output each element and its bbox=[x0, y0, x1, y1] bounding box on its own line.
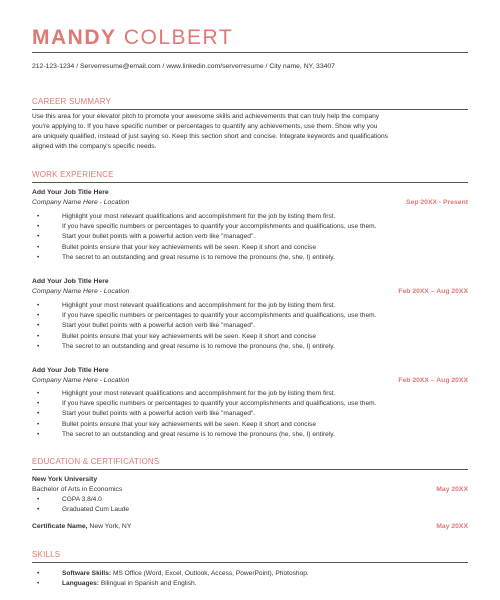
job-bullets bbox=[32, 301, 462, 352]
job-title: Add Your Job Title Here bbox=[32, 367, 109, 374]
list-item bbox=[32, 495, 462, 505]
section-divider-experience bbox=[32, 182, 468, 183]
job-date: Feb 20XX – Aug 20XX bbox=[398, 288, 468, 295]
bullet-text: Highlight your most relevant qualifications and accomplishment for the job by listing them first. bbox=[62, 302, 336, 309]
list-item bbox=[32, 420, 462, 430]
certificate-name: Certificate Name, bbox=[32, 523, 88, 530]
skill-value: Bilingual in Spanish and English. bbox=[99, 580, 197, 588]
bullet-text: Start your bullet points with a powerful action verb like "managed". bbox=[62, 410, 256, 418]
bullet-icon: • bbox=[37, 506, 40, 514]
list-item bbox=[32, 243, 462, 253]
bullet-icon: • bbox=[37, 496, 40, 503]
bullet-icon: • bbox=[37, 223, 40, 231]
degree: Bachelor of Arts in Economics bbox=[32, 486, 123, 493]
list-item bbox=[32, 311, 462, 321]
job-company: Company Name Here - Location bbox=[32, 377, 130, 384]
bullet-text: Highlight your most relevant qualifications and accomplishment for the job by listing them first. bbox=[62, 390, 336, 397]
summary-line: you're applying to. If you have specific number or percentages to quantify any achievements, use them. Show why you bbox=[32, 123, 378, 130]
list-item bbox=[32, 212, 462, 222]
section-divider-summary bbox=[32, 109, 468, 110]
bullet-icon: • bbox=[37, 390, 40, 397]
list-item bbox=[32, 579, 462, 589]
summary-line: Use this area for your elevator pitch to promote your awesome skills and achievements that can truly help the company bbox=[32, 113, 380, 120]
section-divider-education bbox=[32, 469, 468, 470]
bullet-icon: • bbox=[37, 410, 40, 418]
bullet-text: The secret to an outstanding and great resume is to remove the pronouns (he, she, I) entirely. bbox=[62, 430, 335, 438]
certificate-date: May 20XX bbox=[436, 523, 468, 530]
education-details bbox=[32, 495, 462, 515]
bullet-icon: • bbox=[37, 580, 40, 588]
bullet-text: Graduated Cum Laude bbox=[62, 506, 130, 514]
summary-paragraph bbox=[32, 112, 468, 152]
job-date: Feb 20XX – Aug 20XX bbox=[398, 377, 468, 384]
list-item bbox=[32, 253, 462, 263]
bullet-icon: • bbox=[37, 322, 40, 330]
list-item bbox=[32, 321, 462, 331]
list-item bbox=[32, 409, 462, 419]
bullet-text: Start your bullet points with a powerful action verb like "managed". bbox=[62, 233, 256, 241]
job-date: Sep 20XX - Present bbox=[406, 199, 468, 206]
bullet-text: If you have specific numbers or percentages to quantify your accomplishments and qualifications, use them. bbox=[62, 400, 377, 408]
first-name: MANDY bbox=[32, 26, 117, 49]
list-item bbox=[32, 430, 462, 440]
bullet-text: Start your bullet points with a powerful action verb like "managed". bbox=[62, 322, 256, 330]
bullet-text: Bullet points ensure that your key achievements will be seen. Keep it short and concise bbox=[62, 243, 317, 251]
candidate-name bbox=[32, 26, 233, 50]
summary-line: aligned with the company's specific needs. bbox=[32, 143, 157, 150]
list-item bbox=[32, 232, 462, 242]
job-bullets bbox=[32, 389, 462, 440]
job-title: Add Your Job Title Here bbox=[32, 278, 109, 285]
bullet-icon: • bbox=[37, 420, 40, 428]
section-title-education: EDUCATION & CERTIFICATIONS bbox=[32, 457, 160, 466]
list-item bbox=[32, 389, 462, 399]
bullet-text: If you have specific numbers or percentages to quantify your accomplishments and qualifications, use them. bbox=[62, 223, 377, 231]
bullet-text: If you have specific numbers or percentages to quantify your accomplishments and qualifications, use them. bbox=[62, 312, 377, 320]
bullet-text: The secret to an outstanding and great resume is to remove the pronouns (he, she, I) entirely. bbox=[62, 342, 335, 350]
bullet-icon: • bbox=[37, 233, 40, 241]
bullet-icon: • bbox=[37, 302, 40, 309]
list-item bbox=[32, 569, 462, 579]
bullet-icon: • bbox=[37, 430, 40, 438]
bullet-icon: • bbox=[37, 312, 40, 320]
section-title-experience: WORK EXPERIENCE bbox=[32, 170, 114, 179]
list-item bbox=[32, 332, 462, 342]
bullet-text: The secret to an outstanding and great resume is to remove the pronouns (he, she, I) entirely. bbox=[62, 253, 335, 261]
skill-value: MS Office (Word, Excel, Outlook, Access, PowerPoint), Photoshop. bbox=[111, 570, 309, 577]
job-company: Company Name Here - Location bbox=[32, 288, 130, 295]
skill-label: Software Skills: bbox=[62, 570, 112, 577]
bullet-icon: • bbox=[37, 332, 40, 340]
skills-list bbox=[32, 569, 462, 589]
bullet-icon: • bbox=[37, 213, 40, 220]
bullet-text: CGPA 3.8/4.0 bbox=[62, 496, 102, 503]
job-title: Add Your Job Title Here bbox=[32, 189, 109, 196]
list-item bbox=[32, 222, 462, 232]
list-item bbox=[32, 301, 462, 311]
job-company: Company Name Here - Location bbox=[32, 199, 130, 206]
header-divider bbox=[32, 52, 468, 53]
bullet-text: Bullet points ensure that your key achievements will be seen. Keep it short and concise bbox=[62, 420, 317, 428]
bullet-icon: • bbox=[37, 342, 40, 350]
list-item bbox=[32, 399, 462, 409]
bullet-text: Bullet points ensure that your key achievements will be seen. Keep it short and concise bbox=[62, 332, 317, 340]
certificate bbox=[32, 523, 131, 530]
section-title-skills: SKILLS bbox=[32, 550, 61, 559]
summary-line: are uniquely qualified, instead of just saying so. Keep this section short and concise. Integrate keywords and qualifications bbox=[32, 133, 388, 140]
section-divider-skills bbox=[32, 562, 468, 563]
education-date: May 20XX bbox=[436, 486, 468, 493]
bullet-icon: • bbox=[37, 400, 40, 408]
bullet-icon: • bbox=[37, 243, 40, 251]
last-name: COLBERT bbox=[123, 26, 234, 49]
contact-line: 212-123-1234 / Serverresume@email.com / www.linkedin.com/serverresume / City name, NY, 33407 bbox=[32, 63, 335, 70]
skill-label: Languages: bbox=[62, 580, 100, 588]
school-name: New York University bbox=[32, 476, 98, 483]
job-bullets bbox=[32, 212, 462, 263]
bullet-icon: • bbox=[37, 570, 40, 577]
certificate-location: New York, NY bbox=[87, 523, 132, 530]
list-item bbox=[32, 342, 462, 352]
bullet-text: Highlight your most relevant qualifications and accomplishment for the job by listing them first. bbox=[62, 213, 336, 220]
bullet-icon: • bbox=[37, 253, 40, 261]
section-title-summary: CAREER SUMMARY bbox=[32, 97, 112, 106]
list-item bbox=[32, 505, 462, 515]
